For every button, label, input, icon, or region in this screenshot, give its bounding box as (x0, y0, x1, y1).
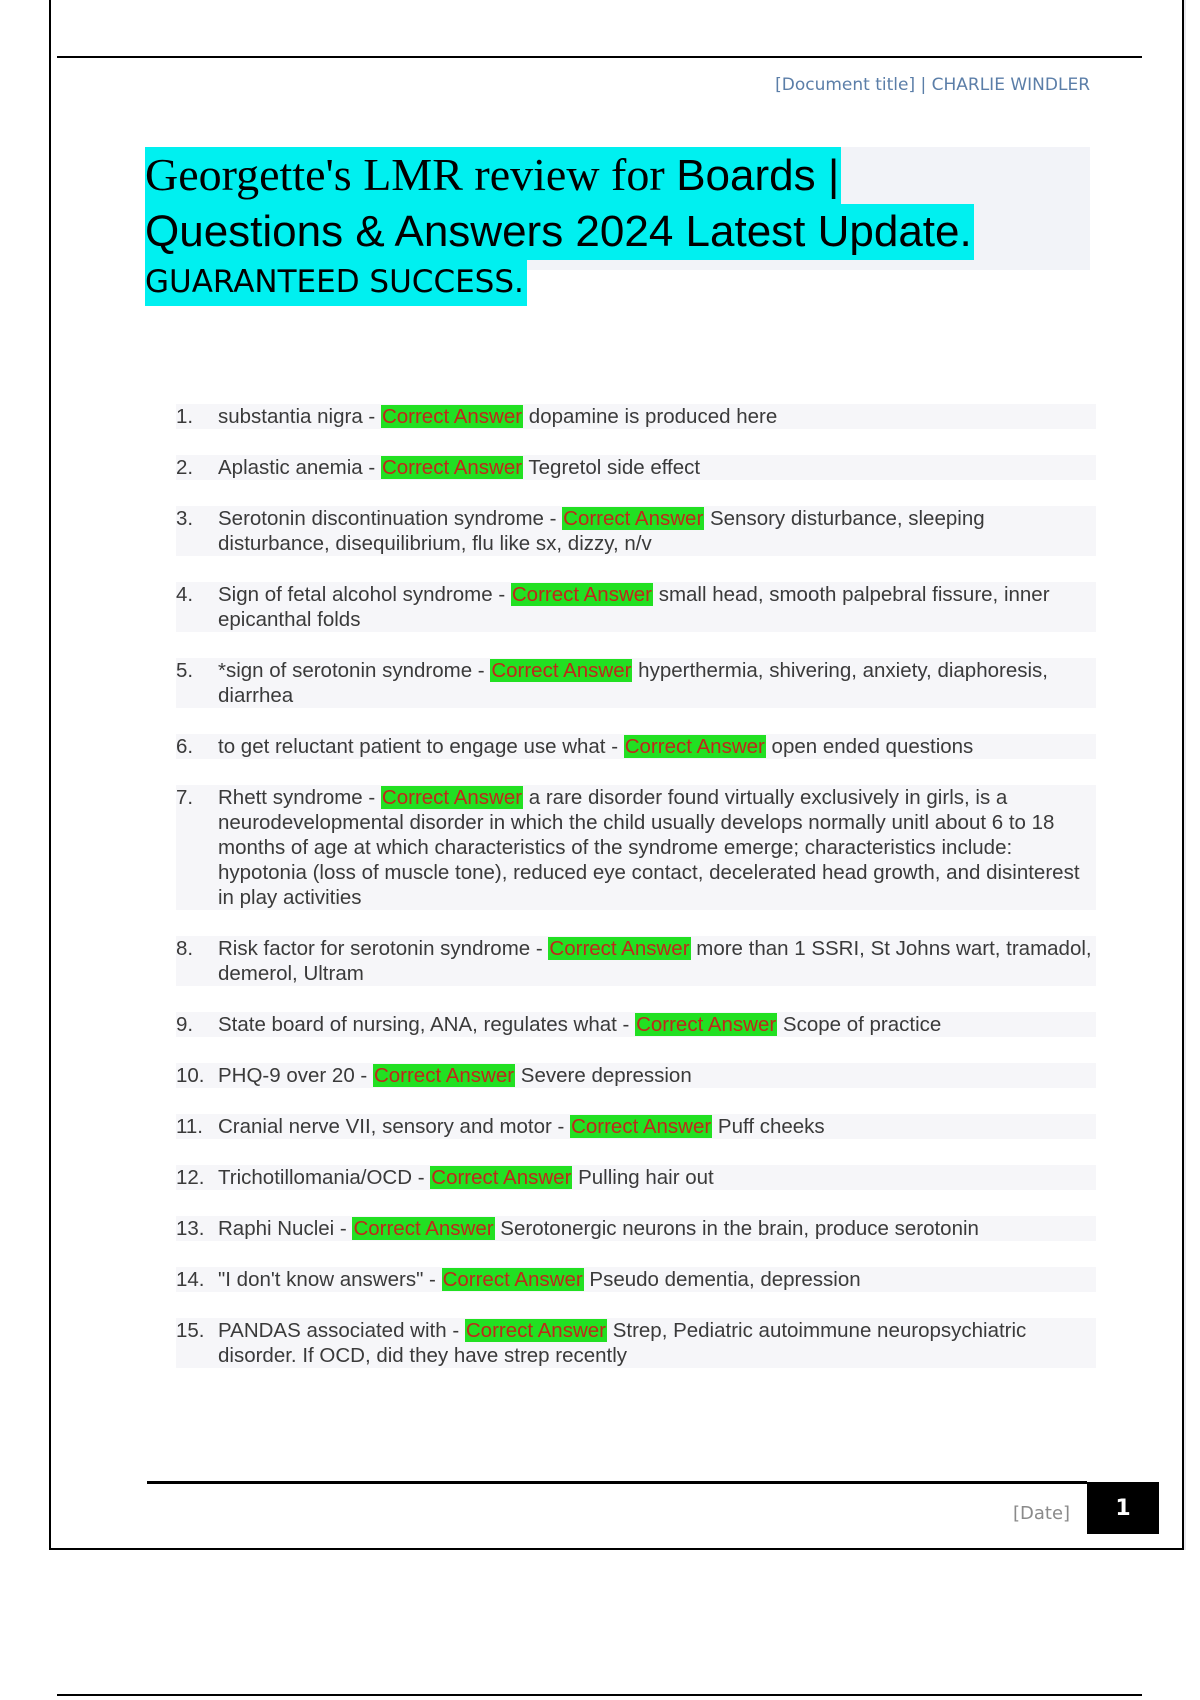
correct-answer-tag: Correct Answer (636, 1013, 777, 1036)
list-item-number: 2. (176, 456, 194, 479)
question-text: substantia nigra - (218, 405, 381, 428)
list-item-number: 4. (176, 583, 194, 606)
question-text: Sign of fetal alcohol syndrome - (218, 583, 511, 606)
list-item-number: 12. (176, 1166, 205, 1189)
question-text: PHQ-9 over 20 - (218, 1064, 373, 1087)
correct-answer-tag: Correct Answer (465, 1319, 606, 1342)
answer-text: Severe depression (515, 1064, 692, 1087)
question-text: PANDAS associated with - (218, 1319, 465, 1342)
answer-text: Scope of practice (777, 1013, 942, 1036)
correct-answer-tag: Correct Answer (373, 1064, 515, 1087)
title-line-1-part-b: Boards | (676, 151, 840, 200)
answer-text: small head, smooth palpebral fissure, inner epicanthal folds (218, 583, 1050, 631)
answer-text: a rare disorder found virtually exclusively in girls, is a neurodevelopmental disorder in which the child usually develops normally unitl about 6 to 18 months of age at which characteristics of the syndrome emerge; characteristics include: hypotonia (loss of muscle tone), reduced eye contact, decelerated head growth, and disinterest in play activities (218, 786, 1080, 909)
title-line-2: Questions & Answers 2024 Latest Update. (145, 204, 974, 260)
list-item-number: 8. (176, 937, 194, 960)
answer-text: Pseudo dementia, depression (583, 1268, 861, 1291)
list-item-number: 15. (176, 1319, 205, 1342)
list-item-number: 9. (176, 1013, 194, 1036)
list-item (176, 1318, 1096, 1368)
correct-answer-tag: Correct Answer (431, 1166, 572, 1189)
list-item (176, 404, 1096, 429)
answer-text: hyperthermia, shivering, anxiety, diaphoresis, diarrhea (218, 659, 1048, 707)
correct-answer-tag: Correct Answer (511, 583, 652, 606)
correct-answer-tag: Correct Answer (624, 735, 765, 758)
title-line-1-part-a: Georgette's LMR review for (145, 149, 677, 200)
document-title (145, 147, 1105, 306)
answer-text: open ended questions (765, 735, 974, 758)
list-item (176, 506, 1096, 556)
answer-text: Strep, Pediatric autoimmune neuropsychiatric disorder. If OCD, did they have strep recently (218, 1319, 1027, 1367)
question-text: Rhett syndrome - (218, 786, 381, 809)
list-item (176, 1165, 1096, 1190)
question-text: Serotonin discontinuation syndrome - (218, 507, 563, 530)
correct-answer-tag: Correct Answer (381, 405, 523, 428)
question-text: Raphi Nuclei - (218, 1217, 353, 1240)
correct-answer-tag: Correct Answer (571, 1115, 712, 1138)
list-item (176, 582, 1096, 632)
answer-text: Tegretol side effect (523, 456, 701, 479)
list-item (176, 785, 1096, 910)
list-item (176, 1216, 1096, 1241)
list-item-number: 14. (176, 1268, 205, 1291)
list-item (176, 1063, 1096, 1088)
list-item (176, 455, 1096, 480)
answer-text: Serotonergic neurons in the brain, produce serotonin (494, 1217, 979, 1240)
answer-text: Puff cheeks (712, 1115, 825, 1138)
question-text: "I don't know answers" - (218, 1268, 442, 1291)
list-item (176, 936, 1096, 986)
page-number: 1 (1087, 1482, 1159, 1534)
correct-answer-tag: Correct Answer (381, 786, 523, 809)
title-line-1 (145, 147, 841, 204)
list-item-number: 6. (176, 735, 194, 758)
list-item-number: 11. (176, 1115, 203, 1138)
correct-answer-tag: Correct Answer (563, 507, 704, 530)
list-item (176, 734, 1096, 759)
list-item (176, 658, 1096, 708)
answer-text: Sensory disturbance, sleeping disturbance, disequilibrium, flu like sx, dizzy, n/v (218, 507, 985, 555)
question-answer-list (176, 404, 1096, 1394)
correct-answer-tag: Correct Answer (491, 659, 632, 682)
list-item-number: 5. (176, 659, 194, 682)
list-item-number: 7. (176, 786, 194, 809)
footer-date: [Date] (1013, 1503, 1071, 1524)
list-item-number: 3. (176, 507, 194, 530)
correct-answer-tag: Correct Answer (549, 937, 690, 960)
list-item (176, 1267, 1096, 1292)
list-item (176, 1114, 1096, 1139)
document-header: [Document title] | CHARLIE WINDLER (775, 75, 1090, 95)
list-item-number: 13. (176, 1217, 205, 1240)
question-text: State board of nursing, ANA, regulates what - (218, 1013, 636, 1036)
list-item-number: 1. (176, 405, 194, 428)
correct-answer-tag: Correct Answer (442, 1268, 583, 1291)
title-line-3: GUARANTEED SUCCESS. (145, 260, 527, 306)
correct-answer-tag: Correct Answer (353, 1217, 494, 1240)
next-page-rule (57, 1694, 1142, 1696)
question-text: Risk factor for serotonin syndrome - (218, 937, 549, 960)
list-item-number: 10. (176, 1064, 205, 1087)
answer-text: more than 1 SSRI, St Johns wart, tramadol, demerol, Ultram (218, 937, 1092, 985)
question-text: Cranial nerve VII, sensory and motor - (218, 1115, 571, 1138)
answer-text: Pulling hair out (572, 1166, 714, 1189)
answer-text: dopamine is produced here (523, 405, 778, 428)
correct-answer-tag: Correct Answer (381, 456, 523, 479)
question-text: *sign of serotonin syndrome - (218, 659, 491, 682)
question-text: Aplastic anemia - (218, 456, 381, 479)
list-item (176, 1012, 1096, 1037)
question-text: Trichotillomania/OCD - (218, 1166, 431, 1189)
header-rule (57, 56, 1142, 58)
footer-rule (147, 1481, 1087, 1484)
question-text: to get reluctant patient to engage use what - (218, 735, 624, 758)
